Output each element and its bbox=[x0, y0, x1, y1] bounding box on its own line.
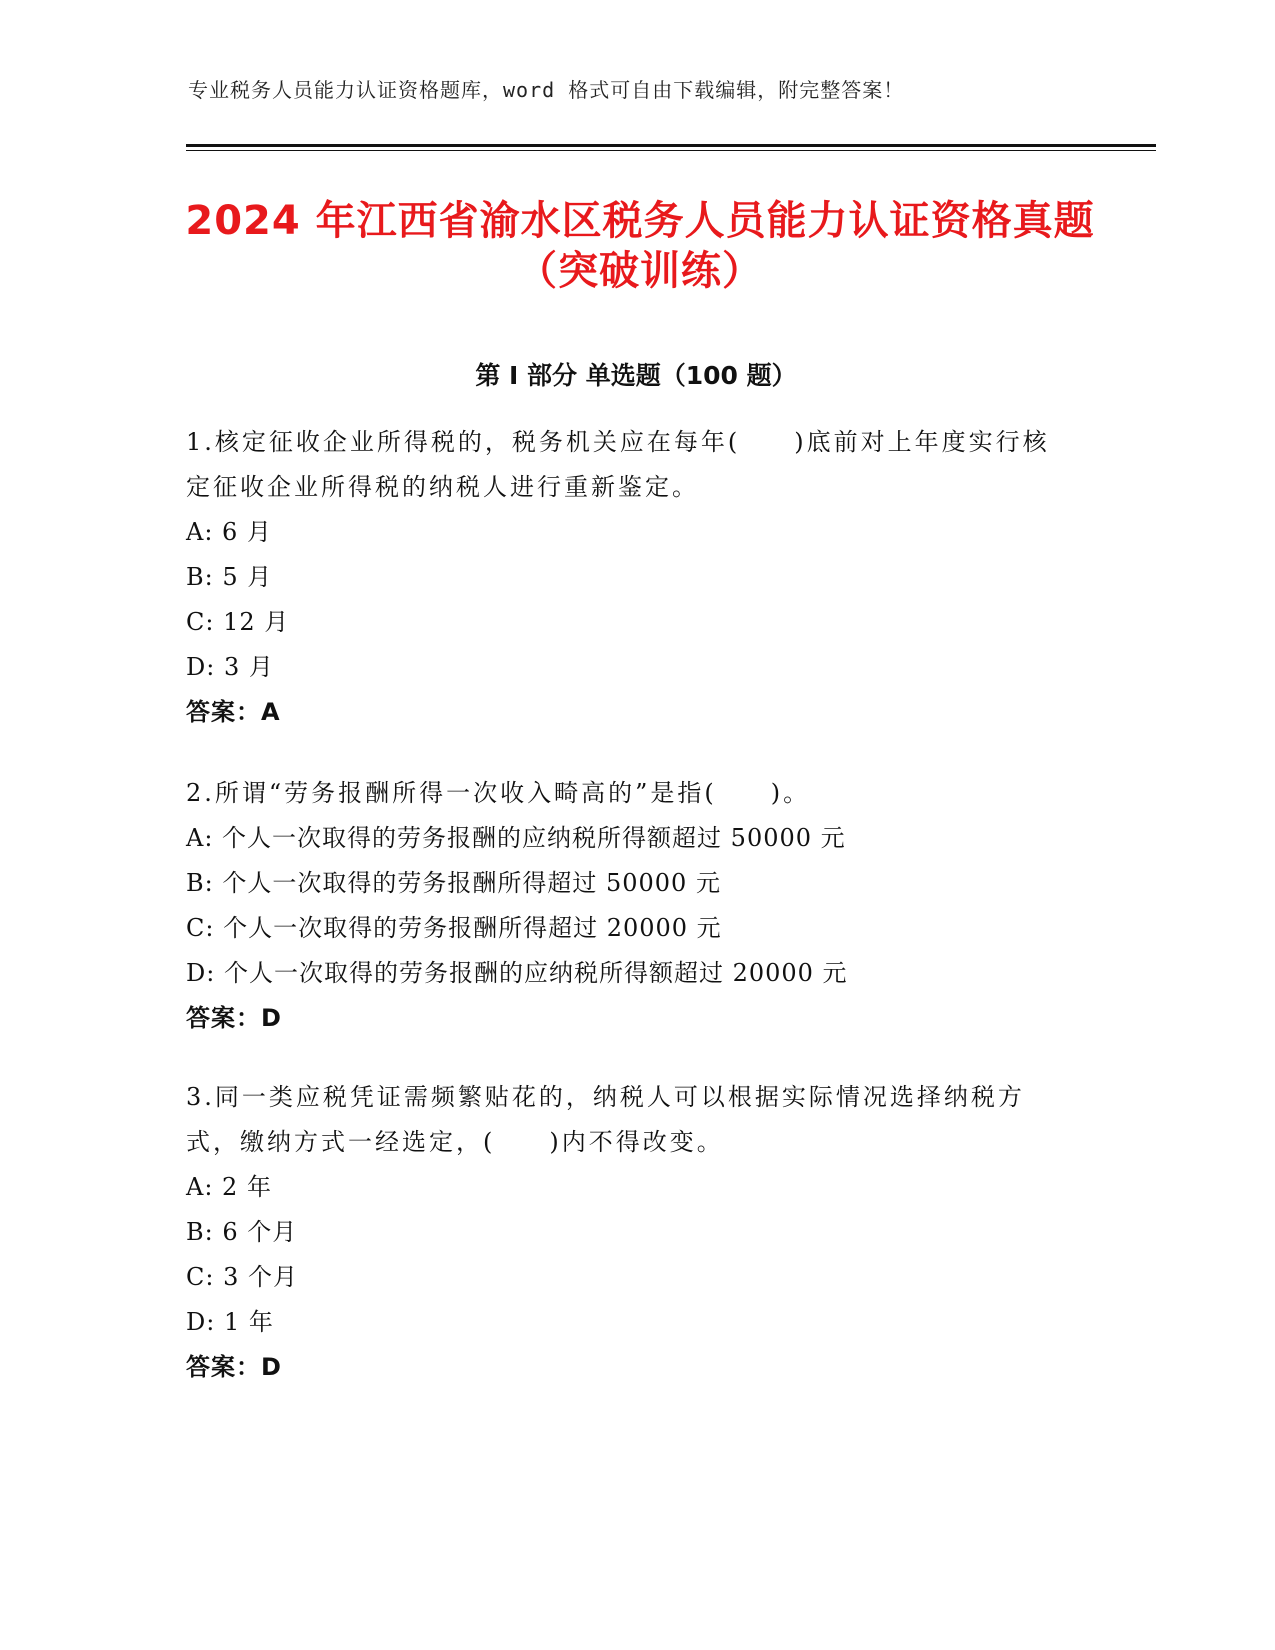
question-2-option-a: A: 个人一次取得的劳务报酬的应纳税所得额超过 50000 元 bbox=[186, 824, 846, 852]
question-3-answer: 答案：D bbox=[186, 1353, 282, 1381]
question-3 bbox=[186, 1075, 1066, 1390]
question-1-text: 1.核定征收企业所得税的，税务机关应在每年( )底前对上年度实行核定征收企业所得税的纳税人进行重新鉴定。 bbox=[186, 428, 1050, 501]
header-note: 专业税务人员能力认证资格题库，word 格式可自由下载编辑，附完整答案！ bbox=[188, 78, 905, 102]
header-rule-thick bbox=[186, 144, 1156, 147]
question-2-answer: 答案：D bbox=[186, 1004, 282, 1032]
document-title: 2024 年江西省渝水区税务人员能力认证资格真题（突破训练） bbox=[185, 198, 1095, 294]
question-1-option-a: A: 6 月 bbox=[186, 518, 272, 546]
question-2-text: 2.所谓“劳务报酬所得一次收入畸高的”是指( )。 bbox=[186, 779, 811, 807]
question-2-option-b: B: 个人一次取得的劳务报酬所得超过 50000 元 bbox=[186, 869, 721, 897]
question-2 bbox=[186, 771, 1066, 1041]
question-1-option-b: B: 5 月 bbox=[186, 563, 273, 591]
question-3-option-b: B: 6 个月 bbox=[186, 1218, 298, 1246]
question-3-option-c: C: 3 个月 bbox=[186, 1263, 298, 1291]
question-3-text: 3.同一类应税凭证需频繁贴花的，纳税人可以根据实际情况选择纳税方式，缴纳方式一经选定，( )内不得改变。 bbox=[186, 1083, 1025, 1156]
header-rule-thin bbox=[186, 150, 1156, 151]
question-1-answer: 答案：A bbox=[186, 698, 281, 726]
question-3-option-d: D: 1 年 bbox=[186, 1308, 274, 1336]
section-title: 第 I 部分 单选题（100 题） bbox=[475, 361, 797, 390]
question-2-option-c: C: 个人一次取得的劳务报酬所得超过 20000 元 bbox=[186, 914, 722, 942]
question-2-option-d: D: 个人一次取得的劳务报酬的应纳税所得额超过 20000 元 bbox=[186, 959, 848, 987]
question-1-option-d: D: 3 月 bbox=[186, 653, 274, 681]
question-1 bbox=[186, 420, 1066, 735]
question-3-option-a: A: 2 年 bbox=[186, 1173, 272, 1201]
question-1-option-c: C: 12 月 bbox=[186, 608, 290, 636]
